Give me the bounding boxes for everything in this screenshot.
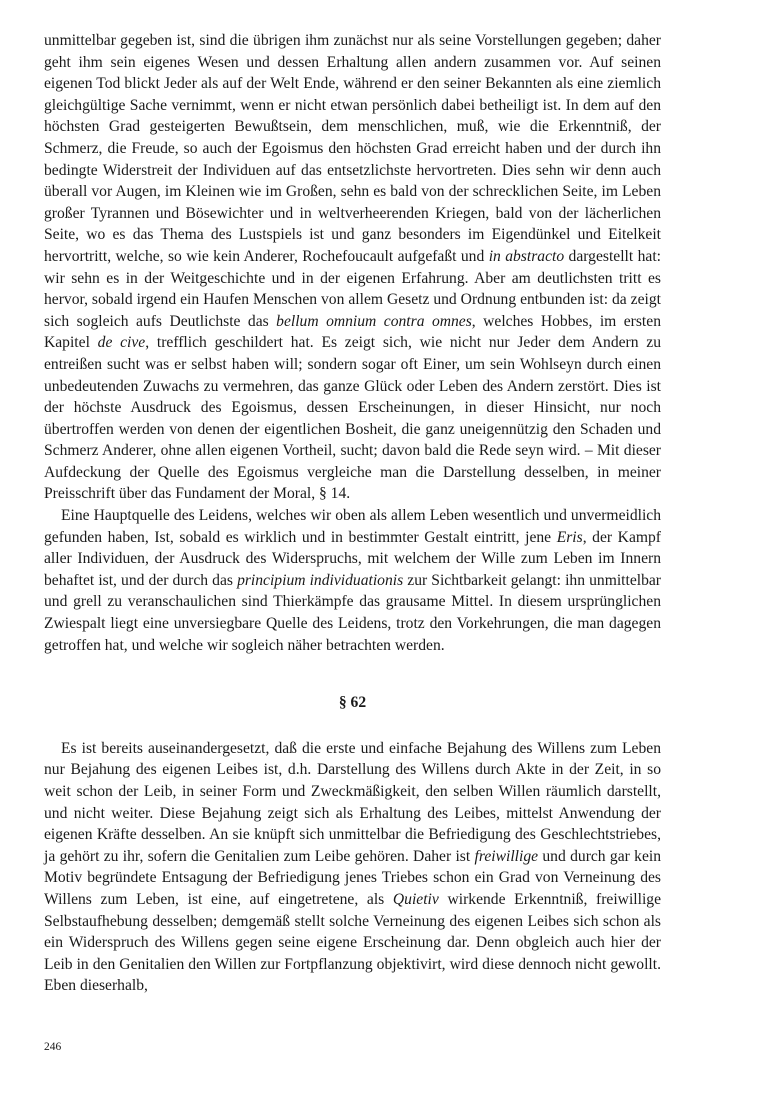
paragraph-egoism-continued bbox=[44, 30, 661, 505]
text-run: dargestellt hat: wir sehn es in der Weitgeschichte und in der eigenen Erfahrung. Aber am deutlichsten tritt es hervor, sobald irgend ein Haufen Menschen von allem Gesetz und Ordnung entbunden ist: da zeigt sich sogleich aufs Deutlichste das bbox=[44, 247, 661, 330]
italic-phrase: freiwillige bbox=[474, 847, 539, 865]
italic-phrase: Quietiv bbox=[392, 890, 439, 908]
text-run: wirkende Erkenntniß, freiwillige Selbstaufhebung desselben; demgemäß stellt solche Verneinung des eigenen Leibes sich schon als ein Widerspruch des Willens gegen seine eigene Erscheinung dar. Denn obgleich auch hier der Leib in den Genitalien den Willen zur Fortpflanzung objektivirt, wird diese dennoch nicht gewollt. Eben dieserhalb, bbox=[44, 890, 661, 995]
text-run: unmittelbar gegeben ist, sind die übrigen ihm zunächst nur als seine Vorstellungen gegeben; daher geht ihm sein eigenes Wesen und dessen Erhaltung allen andern zusammen vor. Auf seinen eigenen Tod blickt Jeder als auf der Welt Ende, während er den seiner Bekannten als eine ziemlich gleichgültige Sache vernimmt, wenn er nicht etwan persönlich dabei betheiligt ist. In dem auf den höchsten Grad gesteigerten Bewußtsein, dem menschlichen, muß, wie die Erkenntniß, der Schmerz, die Freude, so auch der Egoismus den höchsten Grad erreicht haben und der durch ihn bedingte Widerstreit der Individuen auf das entsetzlichste hervortreten. Dies sehn wir denn auch überall vor Augen, im Kleinen wie im Großen, sehn es bald von der schrecklichen Seite, im Leben großer Tyrannen und Bösewichter und in weltverheerenden Kriegen, bald von der lächerlichen Seite, wo es das Thema des Lustspiels ist und ganz besonders im Eigendünkel und Eitelkeit hervortritt, welche, so wie kein Anderer, Rochefoucault aufgefaßt und bbox=[44, 32, 661, 265]
text-run: , der Kampf aller Individuen, der Ausdruck des Widerspruchs, mit welchem der Wille zum Leben im Innern behaftet ist, und der durch das bbox=[44, 528, 661, 589]
text-run: Es ist bereits auseinandergesetzt, daß die erste und einfache Bejahung des Willens zum Leben nur Bejahung des eigenen Leibes ist, d.h. Darstellung des Willens durch Akte in der Zeit, in so weit schon der Leib, in seiner Form und Zweckmäßigkeit, den selben Willen räumlich darstellt, und nicht weiter. Diese Bejahung zeigt sich als Erhaltung des Leibes, mittelst Anwendung der eigenen Kräfte desselben. An sie knüpft sich unmittelbar die Befriedigung des Geschlechtstriebes, ja gehört zu ihr, sofern die Genitalien zum Leibe gehören. Daher ist bbox=[44, 739, 661, 865]
italic-phrase: bellum omnium contra omnes bbox=[276, 312, 472, 330]
page-number: 246 bbox=[44, 1041, 62, 1053]
italic-phrase: in abstracto bbox=[488, 247, 565, 265]
italic-phrase: principium individuationis bbox=[237, 571, 404, 589]
text-run: , trefflich geschildert hat. Es zeigt sich, wie nicht nur Jeder dem Andern zu entreißen sucht was er selbst haben will; sondern sogar oft Einer, um sein Wohlseyn durch einen unbedeutenden Zuwachs zu vermehren, das ganze Glück oder Leben des Andern zerstört. Dies ist der höchste Ausdruck des Egoismus, dessen Erscheinungen, in dieser Hinsicht, nur noch übertroffen werden von denen der eigentlichen Bosheit, die ganz uneigennützig den Schaden und Schmerz Anderer, ohne allen eigenen Vortheil, sucht; davon bald die Rede seyn wird. – Mit dieser Aufdeckung der Quelle des Egoismus vergleiche man die Darstellung desselben, in meiner Preisschrift über das Fundament der Moral, § 14. bbox=[44, 334, 661, 503]
paragraph-affirmation-of-will bbox=[44, 738, 661, 997]
paragraph-source-of-suffering bbox=[44, 505, 661, 656]
text-run: , welches Hobbes, im ersten Kapitel bbox=[44, 312, 661, 352]
section-heading: § 62 bbox=[338, 694, 367, 712]
italic-phrase: de cive bbox=[97, 334, 146, 352]
page-body bbox=[44, 30, 661, 997]
text-run: zur Sichtbarkeit gelangt: ihn unmittelbar und grell zu veranschaulichen sind Thierkämpfe das grausame Mittel. In diesem ursprünglichen Zwiespalt liegt eine unversiegbare Quelle des Leidens, trotz den Vorkehrungen, die man dagegen getroffen hat, und welche wir sogleich näher betrachten werden. bbox=[44, 571, 661, 654]
italic-phrase: Eris bbox=[556, 528, 583, 546]
text-run: und durch gar kein Motiv begründete Entsagung der Befriedigung jenes Triebes schon ein Grad von Verneinung des Willens zum Leben, ist eine, auf eingetretene, als bbox=[44, 847, 662, 908]
text-run: Eine Hauptquelle des Leidens, welches wir oben als allem Leben wesentlich und unvermeidlich gefunden haben, Ist, sobald es wirklich und in bestimmter Gestalt eintritt, jene bbox=[44, 507, 661, 546]
